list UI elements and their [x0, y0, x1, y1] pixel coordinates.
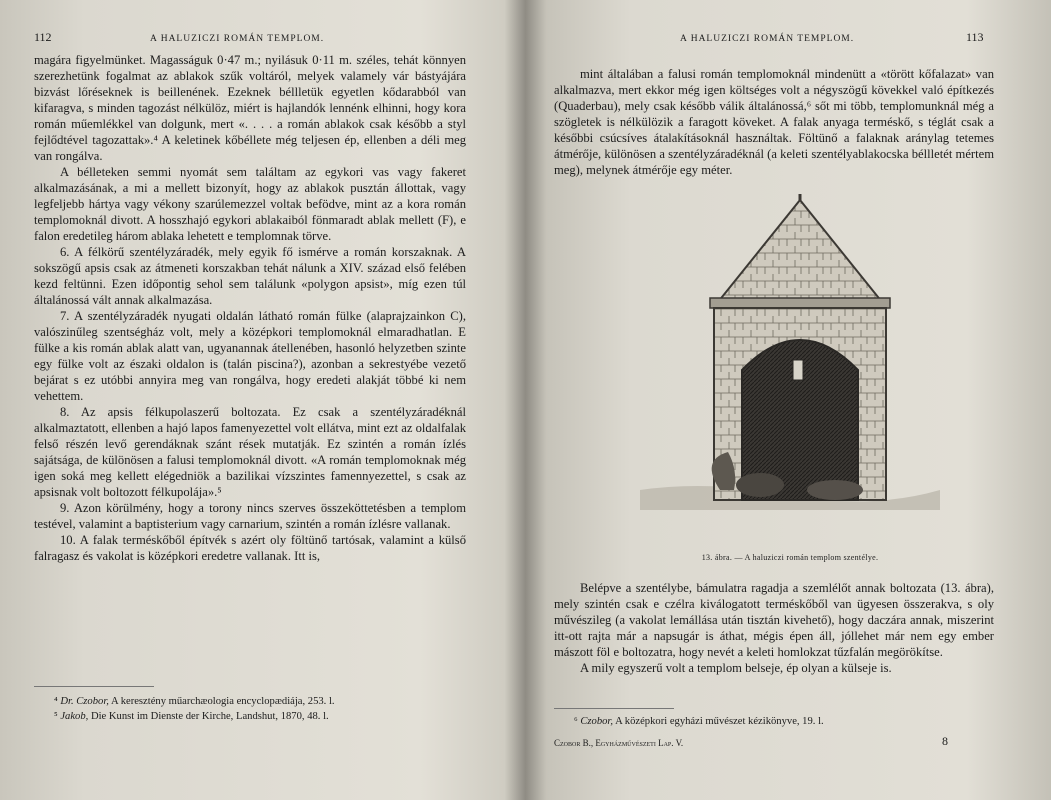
footnote-text: A középkori egyházi művészet kézikönyve, 19. l.: [613, 716, 824, 727]
left-body-text: [34, 52, 466, 564]
footnote-author: Dr. Czobor,: [60, 696, 109, 707]
paragraph: 6. A félkörű szentélyzáradék, mely egyik fő ismérve a román korszaknak. A sokszögű apsis csak az átmeneti korszakban tehát nálunk a XIV. század első felében kezd feltünni. Ezen időpontig sehol sem találunk «polygon apsist», míg ezen túl általánossá vált annak alkalmazása.: [34, 245, 466, 307]
paragraph: 9. Azon körülmény, hogy a torony nincs szerves összeköttetésben a templom testével, valamint a baptisterium vagy carnarium, szintén a román ízlésre vallanak.: [34, 501, 466, 531]
footnote-mark: ⁵: [54, 711, 61, 722]
left-page-number: 112: [34, 30, 52, 44]
paragraph: 7. A szentélyzáradék nyugati oldalán látható román fülke (alaprajzainkon C), valószinűleg szentségház volt, mely a középkori templomoknál elmaradhatlan. E fülke a kis román ablak alatt van, ugyanannak átellenében, hasonló helyzetben szinte egy fülke volt az északi oldalon is (talán piscina?), azonban a sekrestyébe vezető bejárat s ez utóbbi annyira meg van rongálva, hogy eredeti alakját többé ki nem vehettem.: [34, 309, 466, 403]
left-footnote-rule: [34, 686, 154, 687]
printer-signature-number: 8: [942, 734, 948, 748]
footnote-author: Czobor,: [580, 716, 614, 727]
left-footnotes: [34, 694, 466, 724]
right-body-text-top: [554, 66, 994, 178]
footnote: [34, 694, 466, 709]
footnote: [34, 709, 466, 724]
right-running-header: A HALUZICZI ROMÁN TEMPLOM.: [680, 34, 855, 44]
footnote-author: Jakob,: [60, 711, 89, 722]
apse-drawing: [630, 190, 950, 540]
figure-13-illustration: [630, 190, 950, 540]
footnote-text: A keresztény műarchæologia encyclopædiája, 253. l.: [108, 696, 335, 707]
paragraph: A bélleteken semmi nyomát sem találtam az egykori vas vagy fakeret alkalmazásának, a mi a mellett bizonyít, hogy az ablakok pusztán állottak, vagy legfeljebb hártya vagy vékony szarúlemezzel voltak befödve, mint az a kora román templomoknál divott. A hosszhajó egykori ablakaiból fönmaradt ablak mellett (F), e falon eredetileg három ablaka lehetett e templomnak törve.: [34, 165, 466, 243]
footnote-text: Die Kunst im Dienste der Kirche, Landshut, 1870, 48. l.: [88, 711, 329, 722]
right-body-text-bottom: [554, 580, 994, 676]
footnote-mark: ⁴: [54, 696, 61, 707]
left-page: [0, 0, 502, 800]
left-running-header: A HALUZICZI ROMÁN TEMPLOM.: [150, 34, 325, 44]
right-footnote-rule: [554, 708, 674, 709]
figure-13-caption: 13. ábra. — A haluziczi román templom szentélye.: [701, 553, 879, 562]
paragraph: 8. Az apsis félkupolaszerű boltozata. Ez csak a szentélyzáradéknál alkalmaztatott, ellenben a hajó lapos famenyezettel volt ellátva, mint ezt az oldalfalak felső részén levő gerendáknak szánt rések mutatják. Ez szintén a román ízlés sajátsága, de különösen a falusi templomoknál divott. «A román templomoknak még igen soká meg kellett elégedniök a bazilikai vízszintes famennyezettel, s csak az apsisnak volt boltozott félkupolája».⁵: [34, 405, 466, 499]
footnote-mark: ⁶: [574, 716, 581, 727]
paragraph: magára figyelmünket. Magasságuk 0·47 m.; nyilásuk 0·11 m. széles, tehát könnyen szerezhetünk fogalmat az ablakok szűk voltáról, melyek valamely vár bástyájára bizvást lőréseknek is beillenének. Ezeknek béllletük egyetlen kődarabból van kifaragva, s minden tagozást nélkülöz, miért is hajlandók lennénk elhinni, hogy kora román műemlékkel van dolgunk, mert «. . . . a román ablakok csak később a styl fejlődtével tagozattak».⁴ A keletinek kőbéllete még teljesen ép, ellenben a déli meg van rongálva.: [34, 53, 466, 163]
right-footnotes: [554, 714, 994, 729]
footnote: [554, 714, 994, 729]
paragraph: A mily egyszerű volt a templom belseje, ép olyan a külseje is.: [580, 661, 892, 675]
right-page-number: 113: [966, 30, 984, 44]
paragraph: 10. A falak terméskőből építvék s azért oly föltünő tartósak, valamint a külső falragasz és vakolat is középkori eredetre vallanak. Itt is,: [34, 533, 466, 563]
paragraph: Belépve a szentélybe, bámulatra ragadja a szemlélőt annak boltozata (13. ábra), mely szintén csak e czélra kiválogatott terméskőből van ügyesen összerakva, s oly művészileg (a vakolat lemállása után tisztán kivehető), hogy daczára annak, miszerint itt-ott rajta már a napsugár is áthat, mégis épen áll, jóllehet már nem egy ember mászott föl e boltozatra, hogy nevét a keleti homlokzat tűzfalán megörökítse.: [554, 581, 994, 659]
printer-signature-line: Czobor B., Egyházművészeti Lap. V.: [554, 738, 684, 748]
paragraph: mint általában a falusi román templomoknál mindenütt a «törött kőfalazat» van alkalmazva, mert ekkor még igen költséges volt a négyszögű kövekkel való építkezés (Quaderbau), mely csak később válik általánossá,⁶ sőt mi több, templomunknál még a szögletek is nélkülözik a faragott köveket. A falak anyaga terméskő, s téglát csak a későbbi csúcsíves átalakításoknál használtak. Föltünő a falaknak aránylag tetemes átmérője, különösen a szentélyzáradéknál (a keleti szentélyablakocska béllletét mértem meg), melynek átmérője egy méter.: [554, 67, 994, 177]
right-page: [510, 0, 1051, 800]
